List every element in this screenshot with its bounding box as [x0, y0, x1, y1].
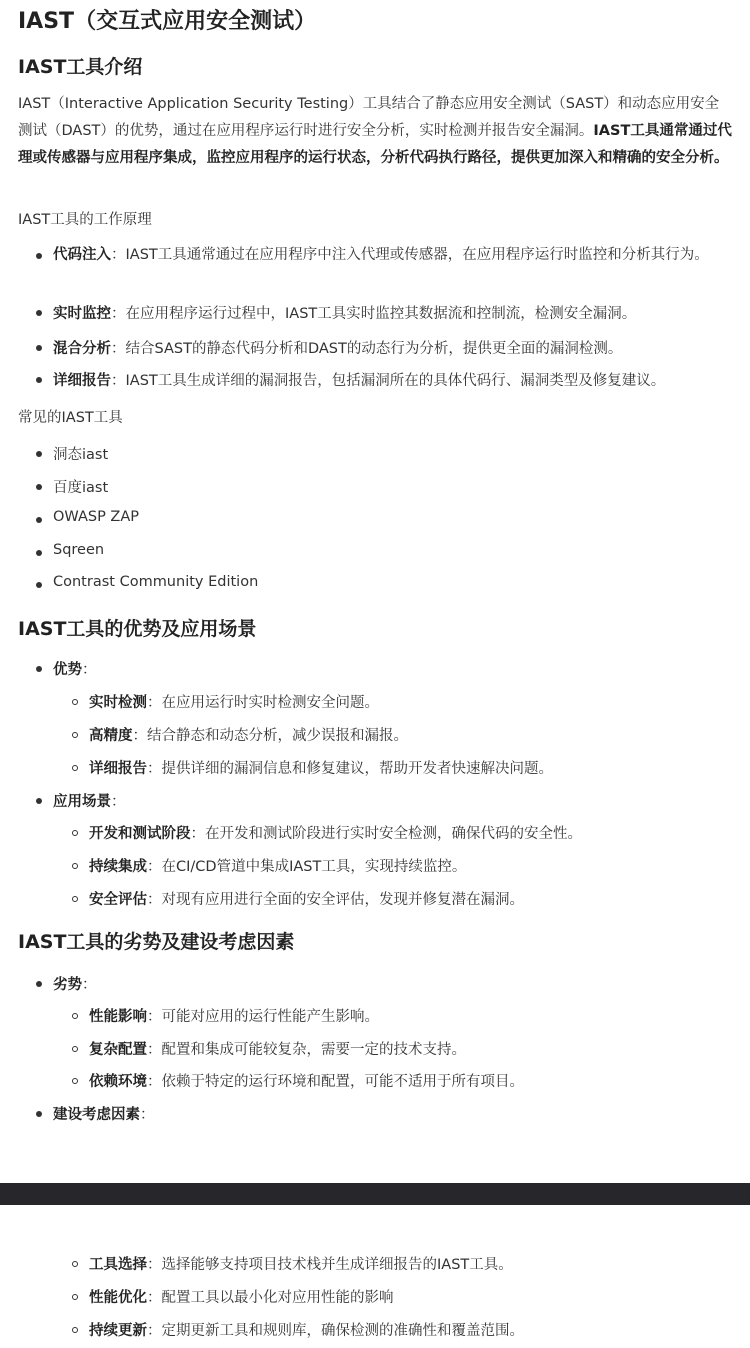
sub-bullet-icon: [72, 1078, 78, 1084]
page-break-bar: [0, 1183, 750, 1205]
bullet-icon: [36, 981, 42, 987]
advantage-desc: ：在应用运行时实时检测安全问题。: [147, 695, 379, 711]
scenario-item: [89, 888, 524, 909]
sub-bullet-icon: [72, 1327, 78, 1333]
sub-bullet-icon: [72, 863, 78, 869]
scenario-item: [89, 822, 582, 843]
principle-item: [53, 337, 622, 358]
scenario-term: 安全评估: [89, 892, 147, 908]
bullet-icon: [36, 582, 42, 588]
consideration-desc: ：定期更新工具和规则库，确保检测的准确性和覆盖范围。: [147, 1323, 524, 1339]
intro-bold-text: IAST工具通常通过代理或传感器与应用程序集成，监控应用程序的运行状态，分析代码执行路径，提供更加深入和精确的安全分析。: [18, 123, 732, 166]
principle-label: IAST工具的工作原理: [18, 212, 152, 228]
scenario-desc: ：在CI/CD管道中集成IAST工具，实现持续监控。: [147, 859, 467, 875]
bullet-icon: [36, 253, 42, 259]
sub-bullet-icon: [72, 830, 78, 836]
sub-bullet-icon: [72, 699, 78, 705]
scenario-desc: ：对现有应用进行全面的安全评估，发现并修复潜在漏洞。: [147, 892, 524, 908]
disadvantage-desc: ：可能对应用的运行性能产生影响。: [147, 1009, 379, 1025]
bullet-icon: [36, 345, 42, 351]
consideration-term: 持续更新: [89, 1323, 147, 1339]
sub-bullet-icon: [72, 1013, 78, 1019]
section-heading-advantages: IAST工具的优势及应用场景: [18, 618, 257, 640]
scenario-term: 开发和测试阶段: [89, 826, 191, 842]
scenario-desc: ：在开发和测试阶段进行实时安全检测，确保代码的安全性。: [190, 826, 582, 842]
page-title: IAST（交互式应用安全测试）: [18, 9, 317, 34]
bullet-icon: [36, 310, 42, 316]
advantages-label-text: 优势: [53, 662, 82, 678]
consideration-term: 性能优化: [89, 1290, 147, 1306]
advantage-term: 实时检测: [89, 695, 147, 711]
advantage-item: [89, 724, 408, 745]
advantage-term: 高精度: [89, 728, 133, 744]
principle-term: 实时监控: [53, 306, 111, 322]
consideration-desc: ：选择能够支持项目技术栈并生成详细报告的IAST工具。: [147, 1257, 513, 1273]
intro-text: IAST（Interactive Application Security Testing）工具结合了静态应用安全测试（SAST）和动态应用安全测试（DAST）的优势，通过在应用程序运行时进行安全分析，实时检测并报告安全漏洞。: [18, 96, 720, 139]
colon: ：: [111, 794, 126, 810]
bullet-icon: [36, 798, 42, 804]
considerations-label: [53, 1103, 155, 1124]
advantages-label: [53, 658, 97, 679]
bullet-icon: [36, 484, 42, 490]
advantage-item: [89, 691, 379, 712]
disadvantage-term: 性能影响: [89, 1009, 147, 1025]
principle-term: 混合分析: [53, 341, 111, 357]
principle-term: 详细报告: [53, 373, 111, 389]
sub-bullet-icon: [72, 732, 78, 738]
disadvantage-item: [89, 1070, 524, 1091]
bullet-icon: [36, 517, 42, 523]
principle-desc: ：结合SAST的静态代码分析和DAST的动态行为分析，提供更全面的漏洞检测。: [111, 341, 623, 357]
disadvantages-label: [53, 973, 97, 994]
principle-term: 代码注入: [53, 247, 111, 263]
sub-bullet-icon: [72, 1294, 78, 1300]
sub-bullet-icon: [72, 765, 78, 771]
disadvantage-item: [89, 1038, 466, 1059]
consideration-item: [89, 1253, 513, 1274]
advantage-desc: ：结合静态和动态分析，减少误报和漏报。: [132, 728, 408, 744]
tool-item: Contrast Community Edition: [53, 574, 259, 590]
section-heading-intro: IAST工具介绍: [18, 56, 143, 78]
principle-item: [53, 302, 636, 323]
colon: ：: [82, 977, 97, 993]
principle-item: [53, 242, 733, 269]
disadvantage-item: [89, 1005, 379, 1026]
consideration-item: [89, 1286, 394, 1307]
sub-bullet-icon: [72, 1261, 78, 1267]
disadvantages-label-text: 劣势: [53, 977, 82, 993]
disadvantage-desc: ：配置和集成可能较复杂，需要一定的技术支持。: [147, 1042, 466, 1058]
colon: ：: [140, 1107, 155, 1123]
disadvantage-desc: ：依赖于特定的运行环境和配置，可能不适用于所有项目。: [147, 1074, 524, 1090]
consideration-desc: ：配置工具以最小化对应用性能的影响: [147, 1290, 394, 1306]
advantage-term: 详细报告: [89, 761, 147, 777]
bullet-icon: [36, 451, 42, 457]
sub-bullet-icon: [72, 1046, 78, 1052]
section-heading-disadvantages: IAST工具的劣势及建设考虑因素: [18, 931, 295, 953]
tool-item: Sqreen: [53, 542, 105, 558]
advantage-item: [89, 757, 553, 778]
colon: ：: [82, 662, 97, 678]
consideration-term: 工具选择: [89, 1257, 147, 1273]
principle-desc: ：IAST工具通常通过在应用程序中注入代理或传感器，在应用程序运行时监控和分析其行为。: [111, 247, 709, 263]
tool-item: 百度iast: [53, 480, 109, 496]
bullet-icon: [36, 666, 42, 672]
principle-item: [53, 369, 665, 390]
scenario-item: [89, 855, 466, 876]
principle-desc: ：在应用程序运行过程中，IAST工具实时监控其数据流和控制流，检测安全漏洞。: [111, 306, 637, 322]
considerations-label-text: 建设考虑因素: [53, 1107, 140, 1123]
intro-paragraph: [18, 91, 733, 172]
bullet-icon: [36, 550, 42, 556]
scenarios-label-text: 应用场景: [53, 794, 111, 810]
advantage-desc: ：提供详细的漏洞信息和修复建议，帮助开发者快速解决问题。: [147, 761, 553, 777]
sub-bullet-icon: [72, 896, 78, 902]
consideration-item: [89, 1319, 524, 1340]
disadvantage-term: 依赖环境: [89, 1074, 147, 1090]
tool-item: 洞态iast: [53, 447, 109, 463]
scenario-term: 持续集成: [89, 859, 147, 875]
disadvantage-term: 复杂配置: [89, 1042, 147, 1058]
tool-item: OWASP ZAP: [53, 509, 140, 525]
scenarios-label: [53, 790, 126, 811]
bullet-icon: [36, 1111, 42, 1117]
principle-desc: ：IAST工具生成详细的漏洞报告，包括漏洞所在的具体代码行、漏洞类型及修复建议。: [111, 373, 666, 389]
tools-label: 常见的IAST工具: [18, 410, 123, 426]
bullet-icon: [36, 377, 42, 383]
